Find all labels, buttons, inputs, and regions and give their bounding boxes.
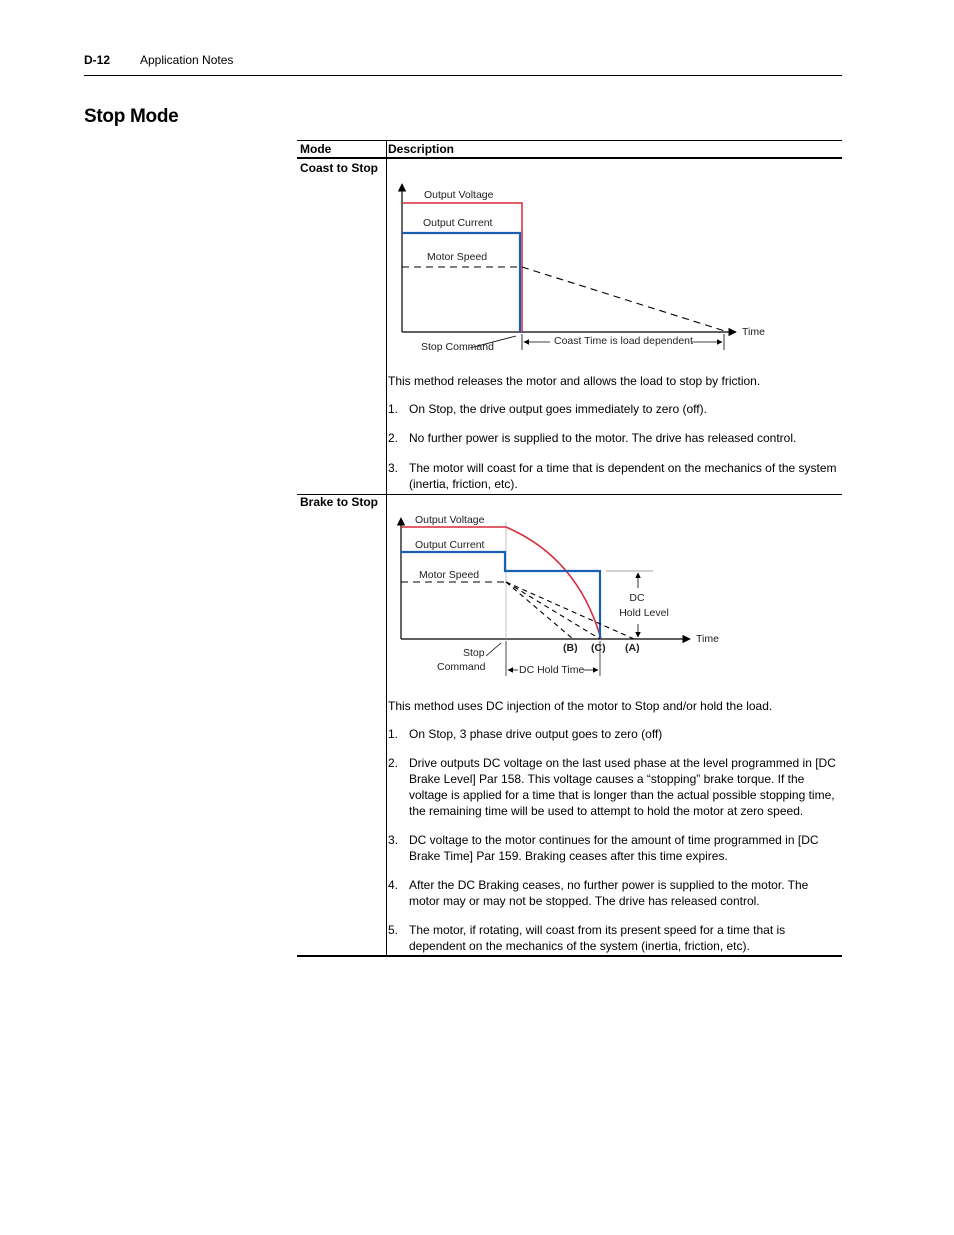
brake-voltage-curve	[506, 527, 601, 639]
brake-step-text: Drive outputs DC voltage on the last used phase at the level programmed in [DC Brake Level] Par 158. This voltage causes a “stopping” brake torque. If the voltage is applied for a time that is longer than the actual possible stopping time, the remaining time will be used to attempt to hold the motor at zero speed.	[409, 756, 836, 818]
brake-label-current: Output Current	[415, 539, 485, 551]
brake-step-text: DC voltage to the motor continues for the amount of time programmed in [DC Brake Time] Par 159. Braking ceases after this time expires.	[409, 833, 819, 863]
coast-step-text: On Stop, the drive output goes immediately to zero (off).	[409, 402, 707, 416]
brake-speed-a	[506, 582, 634, 639]
coast-intro: This method releases the motor and allows the load to stop by friction.	[388, 374, 761, 388]
coast-label-current: Output Current	[423, 217, 493, 229]
brake-label-speed: Motor Speed	[419, 569, 480, 581]
running-header: Application Notes	[140, 53, 234, 67]
coast-to-stop-diagram	[388, 176, 842, 356]
brake-label-voltage: Output Voltage	[415, 514, 485, 526]
coast-speed-decay	[522, 267, 728, 332]
brake-label-c: (C)	[591, 642, 606, 654]
brake-step-text: After the DC Braking ceases, no further power is supplied to the motor. The motor may or may not be stopped. The drive has released control.	[409, 878, 809, 908]
coast-current-trace	[402, 233, 520, 332]
coast-label-voltage: Output Voltage	[424, 189, 494, 201]
page-title: Stop Mode	[84, 106, 179, 127]
brake-intro: This method uses DC injection of the motor to Stop and/or hold the load.	[388, 699, 773, 713]
brake-label-time: Time	[696, 633, 719, 645]
coast-label-time: Time	[742, 326, 765, 338]
coast-step-number: 2.	[388, 431, 399, 445]
brake-stop-pointer	[486, 643, 501, 656]
brake-to-stop-diagram	[388, 508, 842, 678]
brake-label-dc: DC	[629, 592, 645, 604]
coast-label-coast-time: Coast Time is load dependent	[554, 335, 693, 347]
brake-step-text: The motor, if rotating, will coast from its present speed for a time that is dependent on the mechanics of the system (inertia, friction, etc).	[409, 923, 786, 953]
brake-label-b: (B)	[563, 642, 578, 654]
column-header-description: Description	[388, 142, 455, 156]
brake-step-number: 2.	[388, 756, 399, 770]
column-header-mode: Mode	[300, 142, 332, 156]
row-divider	[297, 494, 842, 495]
coast-step-text: No further power is supplied to the motor. The drive has released control.	[409, 431, 797, 445]
mode-brake-to-stop: Brake to Stop	[300, 495, 379, 509]
brake-current-trace	[401, 552, 600, 639]
brake-step-number: 4.	[388, 878, 399, 892]
table-bottom-rule	[297, 955, 842, 957]
coast-label-speed: Motor Speed	[427, 251, 488, 263]
brake-label-a: (A)	[625, 642, 640, 654]
brake-step-text: On Stop, 3 phase drive output goes to zero (off)	[409, 727, 663, 741]
coast-label-stop-command: Stop Command	[421, 341, 494, 353]
page-number: D-12	[84, 53, 111, 67]
brake-label-command: Command	[437, 661, 486, 673]
brake-label-hold-level: Hold Level	[619, 607, 669, 619]
brake-step-number: 5.	[388, 923, 399, 937]
header-rule	[84, 75, 842, 76]
brake-label-stop: Stop	[463, 647, 485, 659]
brake-step-number: 1.	[388, 727, 399, 741]
coast-step-text: The motor will coast for a time that is dependent on the mechanics of the system (inertia, friction, etc).	[409, 461, 837, 491]
brake-label-dc-hold-time: DC Hold Time	[519, 664, 585, 676]
brake-step-number: 3.	[388, 833, 399, 847]
brake-speed-b	[506, 582, 573, 639]
table-top-rule	[297, 140, 842, 141]
coast-step-number: 1.	[388, 402, 399, 416]
coast-step-number: 3.	[388, 461, 399, 475]
mode-coast-to-stop: Coast to Stop	[300, 161, 378, 175]
brake-speed-c	[506, 582, 600, 639]
header-rule-bottom	[297, 157, 842, 159]
column-divider	[386, 140, 387, 955]
